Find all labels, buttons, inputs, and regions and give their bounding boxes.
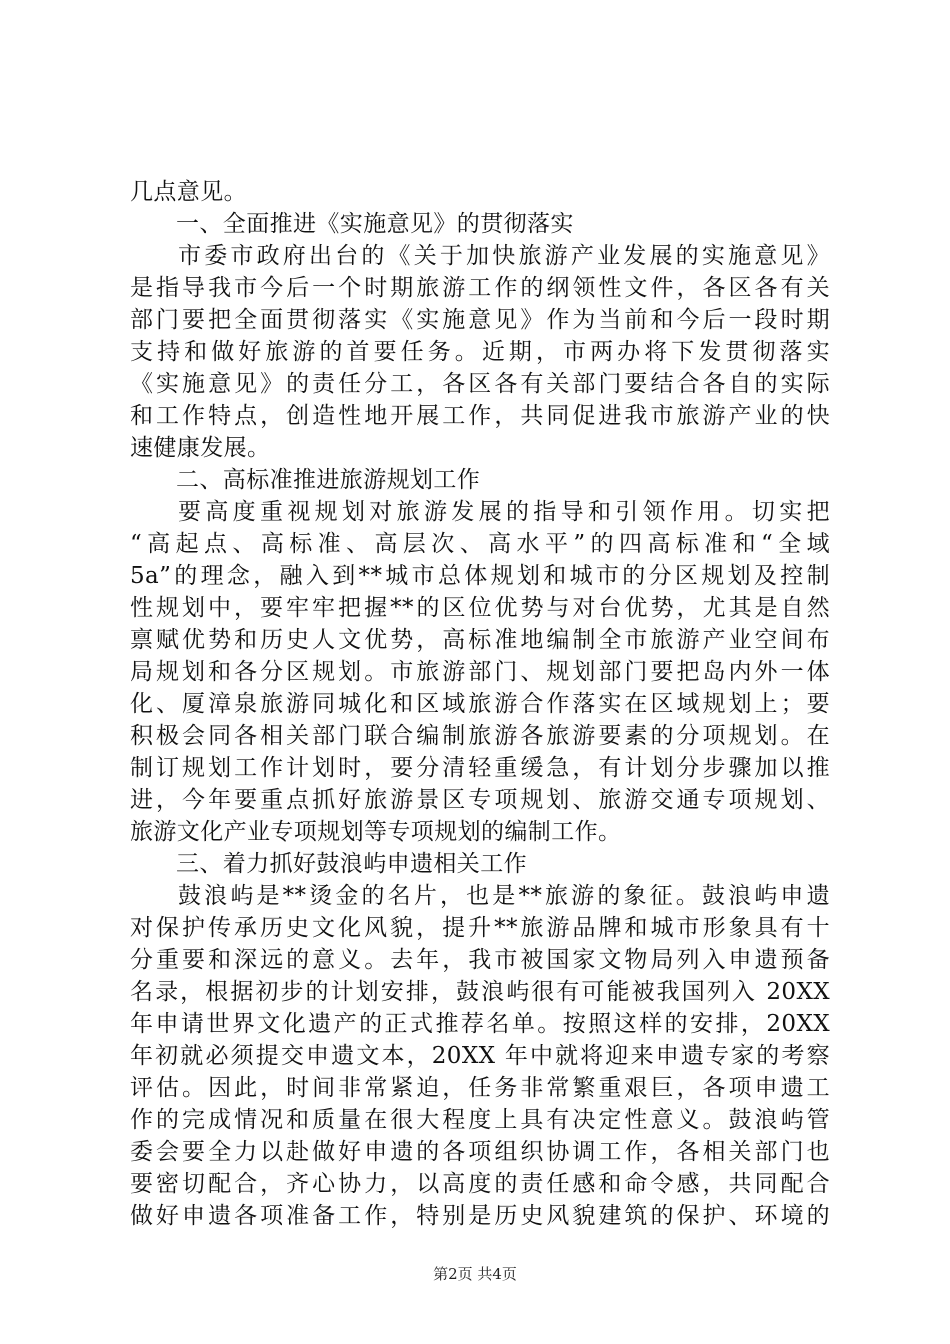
paragraph-line: 禀赋优势和历史人文优势，高标准地编制全市旅游产业空间布 xyxy=(130,627,830,653)
paragraph-line: 和工作特点，创造性地开展工作，共同促进我市旅游产业的快 xyxy=(130,403,830,429)
section-heading-3: 三、着力抓好鼓浪屿申遗相关工作 xyxy=(176,851,527,877)
paragraph-line: 委会要全力以赴做好申遗的各项组织协调工作，各相关部门也 xyxy=(130,1139,830,1165)
paragraph-line: 市委市政府出台的《关于加快旅游产业发展的实施意见》 xyxy=(178,243,830,269)
paragraph-line: 局规划和各分区规划。市旅游部门、规划部门要把岛内外一体 xyxy=(130,659,830,685)
paragraph-line: 化、厦漳泉旅游同城化和区域旅游合作落实在区域规划上；要 xyxy=(130,691,830,717)
paragraph-line: 名录，根据初步的计划安排，鼓浪屿很有可能被我国列入 20XX xyxy=(130,979,830,1005)
paragraph-line: 要高度重视规划对旅游发展的指导和引领作用。切实把 xyxy=(178,499,830,525)
section-heading-1: 一、全面推进《实施意见》的贯彻落实 xyxy=(176,211,574,237)
paragraph-line: 作的完成情况和质量在很大程度上具有决定性意义。鼓浪屿管 xyxy=(130,1107,830,1133)
paragraph-line: 要密切配合，齐心协力，以高度的责任感和命令感，共同配合 xyxy=(130,1171,830,1197)
paragraph-line: 《实施意见》的责任分工，各区各有关部门要结合各自的实际 xyxy=(130,371,830,397)
paragraph-line: 性规划中，要牢牢把握**的区位优势与对台优势，尤其是自然 xyxy=(130,595,830,621)
paragraph-line: 旅游文化产业专项规划等专项规划的编制工作。 xyxy=(130,819,622,845)
document-body xyxy=(130,176,830,1232)
section-heading-2: 二、高标准推进旅游规划工作 xyxy=(176,467,481,493)
paragraph-line: 年初就必须提交申遗文本，20XX 年中就将迎来申遗专家的考察 xyxy=(130,1043,830,1069)
paragraph-line: 部门要把全面贯彻落实《实施意见》作为当前和今后一段时期 xyxy=(130,307,830,333)
paragraph-line: 是指导我市今后一个时期旅游工作的纲领性文件，各区各有关 xyxy=(130,275,830,301)
paragraph-line: “高起点、高标准、高层次、高水平”的四高标准和“全域 xyxy=(130,531,830,557)
paragraph-line: 做好申遗各项准备工作，特别是历史风貌建筑的保护、环境的 xyxy=(130,1203,830,1229)
page-footer: 第2页 共4页 xyxy=(433,1265,517,1283)
paragraph-line: 年申请世界文化遗产的正式推荐名单。按照这样的安排，20XX xyxy=(130,1011,830,1037)
paragraph-line: 制订规划工作计划时，要分清轻重缓急，有计划分步骤加以推 xyxy=(130,755,830,781)
paragraph-line: 5a”的理念，融入到**城市总体规划和城市的分区规划及控制 xyxy=(130,563,830,589)
text-line: 几点意见。 xyxy=(130,179,247,205)
paragraph-line: 进，今年要重点抓好旅游景区专项规划、旅游交通专项规划、 xyxy=(130,787,830,813)
paragraph-line: 积极会同各相关部门联合编制旅游各旅游要素的分项规划。在 xyxy=(130,723,830,749)
paragraph-line: 速健康发展。 xyxy=(130,435,271,461)
paragraph-line: 支持和做好旅游的首要任务。近期，市两办将下发贯彻落实 xyxy=(130,339,830,365)
paragraph-line: 评估。因此，时间非常紧迫，任务非常繁重艰巨，各项申遗工 xyxy=(130,1075,830,1101)
paragraph-line: 分重要和深远的意义。去年，我市被国家文物局列入申遗预备 xyxy=(130,947,830,973)
paragraph-line: 鼓浪屿是**烫金的名片，也是**旅游的象征。鼓浪屿申遗 xyxy=(178,883,830,909)
paragraph-line: 对保护传承历史文化风貌，提升**旅游品牌和城市形象具有十 xyxy=(130,915,830,941)
